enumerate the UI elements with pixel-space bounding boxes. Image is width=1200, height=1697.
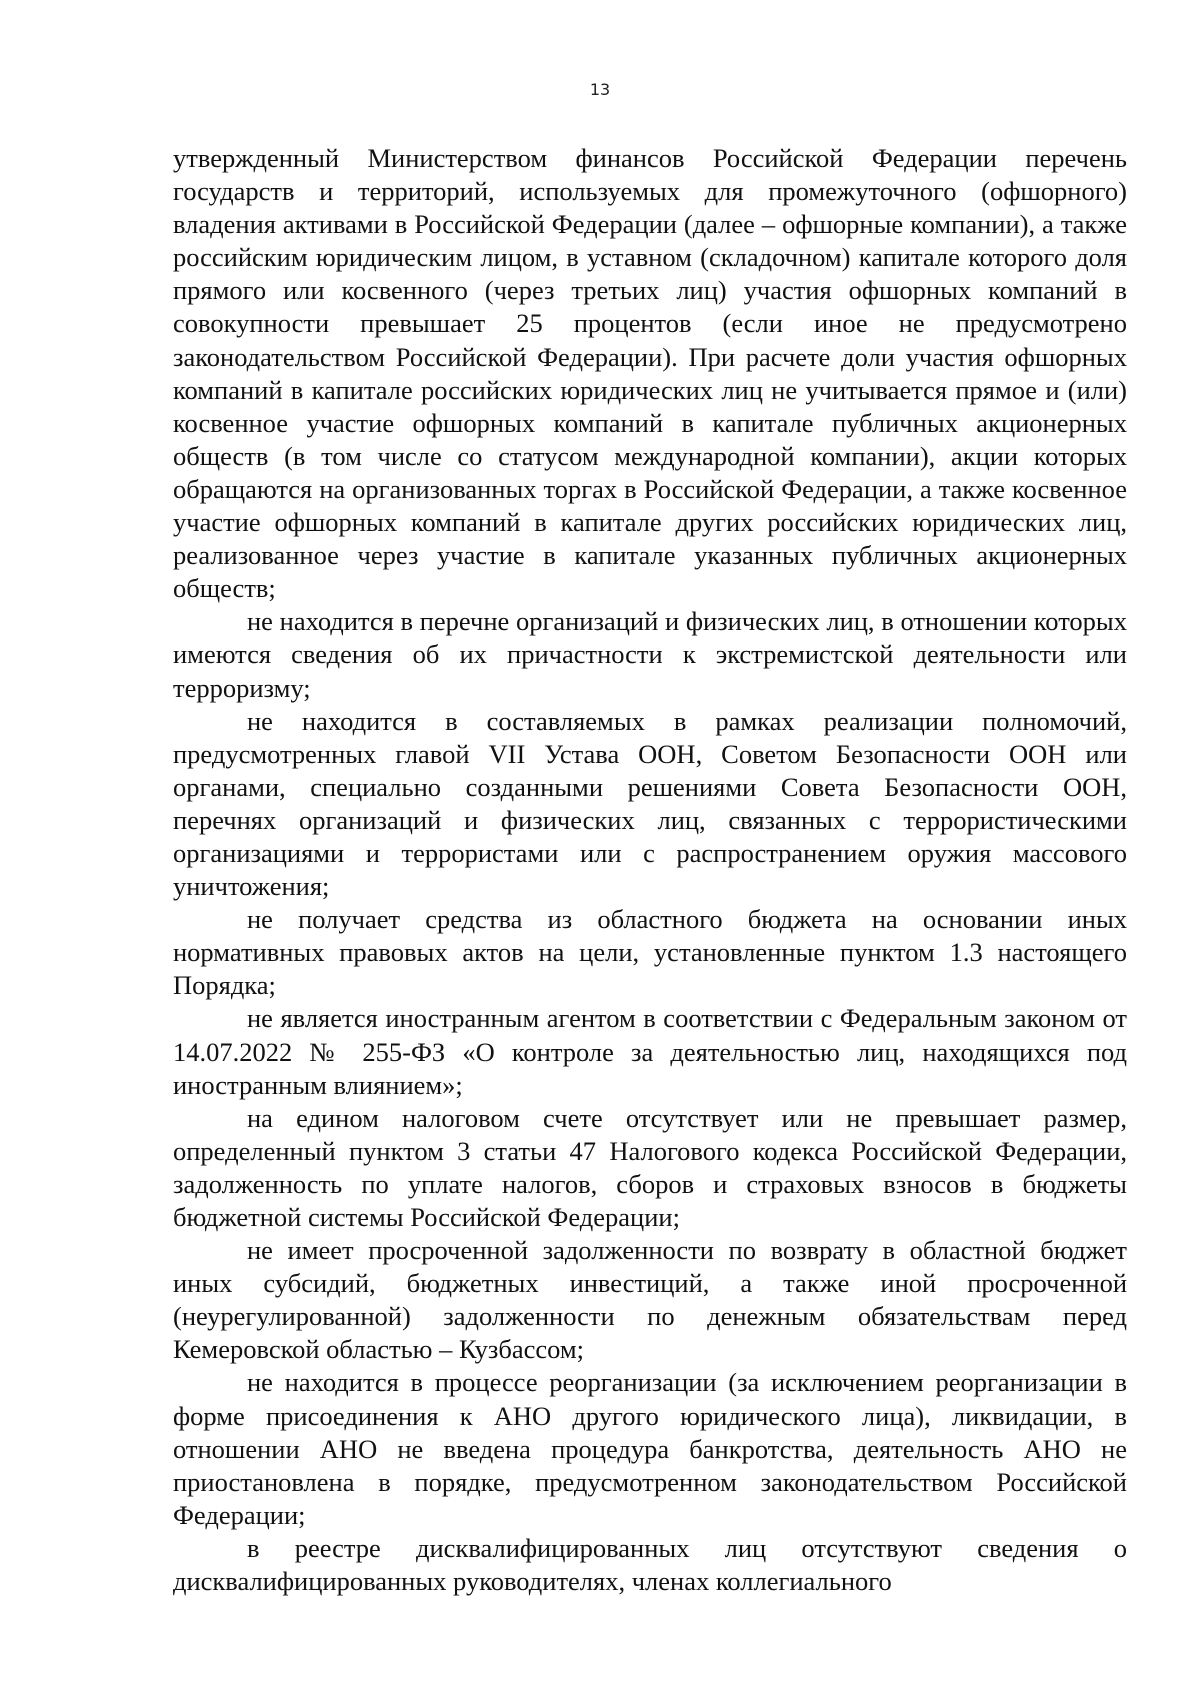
paragraph-foreign-agent: не является иностранным агентом в соответствии с Федеральным законом от 14.07.2022 № 255-ФЗ «О контроле за деятельностью лиц, находящихся под иностранным влиянием»;: [173, 1003, 1127, 1100]
paragraph-disqualified-persons: в реестре дисквалифицированных лиц отсутствуют сведения о дисквалифицированных руководителях, членах коллегиального: [173, 1532, 1127, 1597]
document-body: [173, 142, 1127, 1598]
page-number: 13: [589, 80, 611, 99]
paragraph-overdue-debt: не имеет просроченной задолженности по возврату в областной бюджет иных субсидий, бюджетных инвестиций, а также иной просроченной (неурегулированной) задолженности по денежным обязательствам перед Кемеровской областью – Кузбассом;: [173, 1235, 1127, 1365]
paragraph-reorganization: не находится в процессе реорганизации (за исключением реорганизации в форме присоединения к АНО другого юридического лица), ликвидации, в отношении АНО не введена процедура банкротства, деятельность АНО не приостановлена в порядке, предусмотренном законодательством Российской Федерации;: [173, 1367, 1127, 1530]
paragraph-tax-debt: на едином налоговом счете отсутствует или не превышает размер, определенный пунктом 3 статьи 47 Налогового кодекса Российской Федерации, задолженность по уплате налогов, сборов и страховых взносов в бюджеты бюджетной системы Российской Федерации;: [173, 1102, 1127, 1232]
paragraph-extremism-list: не находится в перечне организаций и физических лиц, в отношении которых имеются сведения об их причастности к экстремистской деятельности или терроризму;: [173, 606, 1127, 703]
paragraph-un-sanctions-list: не находится в составляемых в рамках реализации полномочий, предусмотренных главой VII Устава ООН, Советом Безопасности ООН или органами, специально созданными решениями Совета Безопасности ООН, перечнях организаций и физических лиц, связанных с террористическими организациями и террористами или с распространением оружия массового уничтожения;: [173, 705, 1127, 902]
paragraph-offshore-companies: утвержденный Министерством финансов Российской Федерации перечень государств и территорий, используемых для промежуточного (офшорного) владения активами в Российской Федерации (далее – офшорные компании), а также российским юридическим лицом, в уставном (складочном) капитале которого доля прямого или косвенного (через третьих лиц) участия офшорных компаний в совокупности превышает 25 процентов (если иное не предусмотрено законодательством Российской Федерации). При расчете доли участия офшорных компаний в капитале российских юридических лиц не учитывается прямое и (или) косвенное участие офшорных компаний в капитале публичных акционерных обществ (в том числе со статусом международной компании), акции которых обращаются на организованных торгах в Российской Федерации, а также косвенное участие офшорных компаний в капитале других российских юридических лиц, реализованное через участие в капитале указанных публичных акционерных обществ;: [173, 143, 1127, 604]
paragraph-other-budget-funds: не получает средства из областного бюджета на основании иных нормативных правовых актов на цели, установленные пунктом 1.3 настоящего Порядка;: [173, 904, 1127, 1001]
